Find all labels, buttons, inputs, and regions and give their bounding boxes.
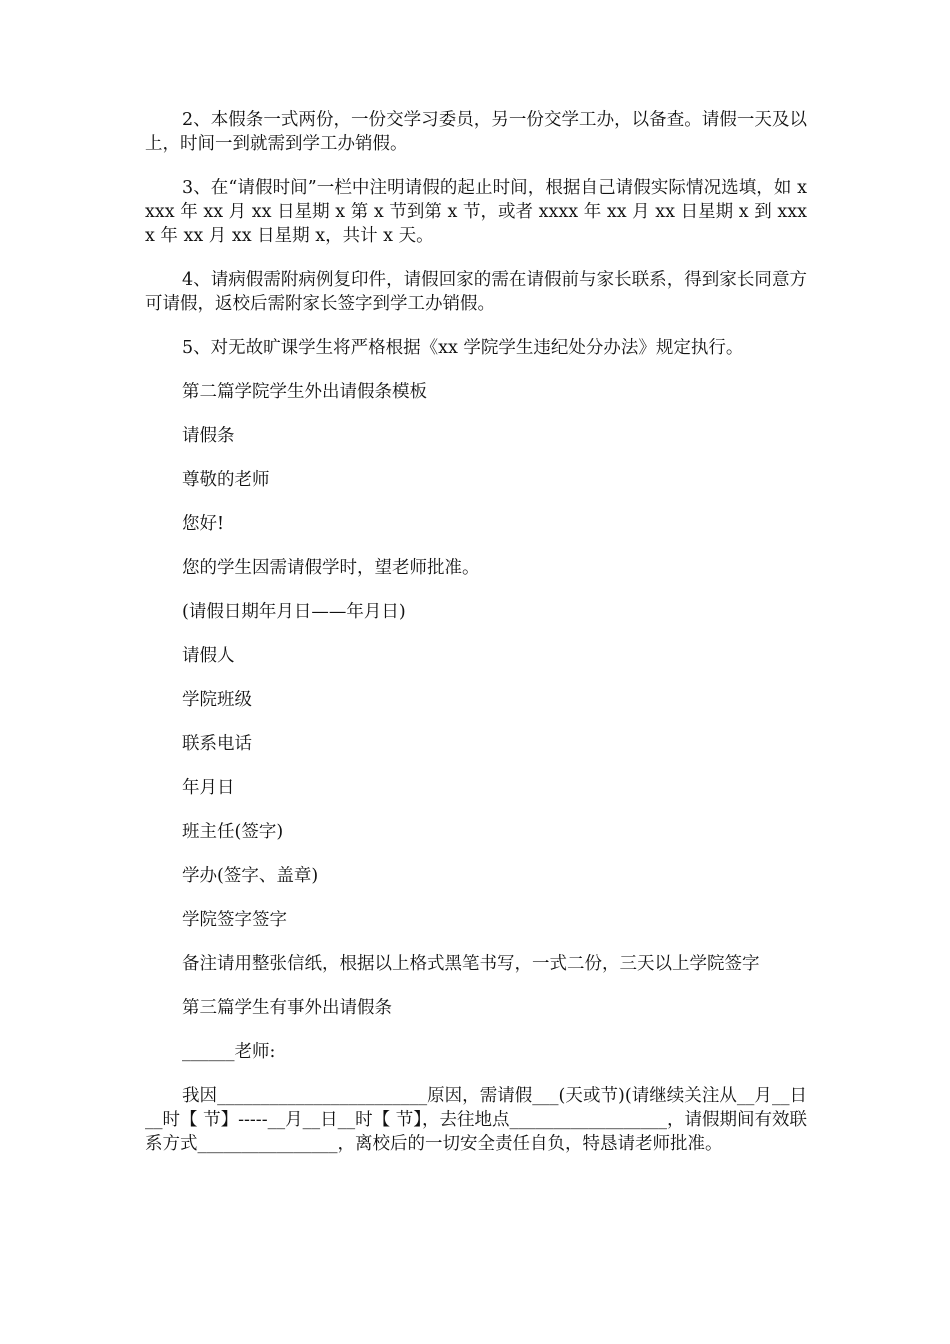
rule-item-2: 2、本假条一式两份，一份交学习委员，另一份交学工办，以备查。请假一天及以上，时间一到就需到学工办销假。	[145, 110, 807, 154]
head-teacher-signature: 班主任(签字)	[182, 822, 284, 842]
remark-line: 备注请用整张信纸，根据以上格式黑笔书写，一式二份，三天以上学院签字	[182, 954, 760, 974]
class-label: 学院班级	[182, 690, 252, 710]
rule-item-5: 5、对无故旷课学生将严格根据《xx 学院学生违纪处分办法》规定执行。	[182, 338, 744, 358]
note-title: 请假条	[182, 426, 235, 446]
section-heading-2: 第二篇学院学生外出请假条模板	[182, 382, 427, 402]
teacher-salutation: ______老师:	[182, 1042, 276, 1062]
applicant-label: 请假人	[182, 646, 235, 666]
date-label: 年月日	[182, 778, 235, 798]
request-line: 您的学生因需请假学时，望老师批准。	[182, 558, 480, 578]
greeting: 您好!	[182, 514, 225, 534]
section-heading-3: 第三篇学生有事外出请假条	[182, 998, 392, 1018]
rule-item-3: 3、在“请假时间”一栏中注明请假的起止时间，根据自己请假实际情况选填，如 xxxx 年 xx 月 xx 日星期 x 第 x 节到第 x 节，或者 xxxx 年 xx 月 xx 日星期 x 到 xxxx 年 xx 月 xx 日星期 x，共计 x 天。	[145, 178, 807, 246]
phone-label: 联系电话	[182, 734, 252, 754]
rule-item-4: 4、请病假需附病例复印件，请假回家的需在请假前与家长联系，得到家长同意方可请假，返校后需附家长签字到学工办销假。	[145, 270, 807, 314]
leave-request-body: 我因________________________原因，需请假___(天或节)(请继续关注从__月__日__时【 节】-----__月__日__时【 节】，去往地点__________________，请假期间有效联系方式________________，离校后的一切安全责任自负，特恳请老师批准。	[145, 1086, 807, 1154]
college-signature: 学院签字签字	[182, 910, 287, 930]
office-signature: 学办(签字、盖章)	[182, 866, 319, 886]
date-range-line: (请假日期年月日——年月日)	[182, 602, 406, 622]
salutation: 尊敬的老师	[182, 470, 270, 490]
document-page	[145, 108, 807, 1156]
